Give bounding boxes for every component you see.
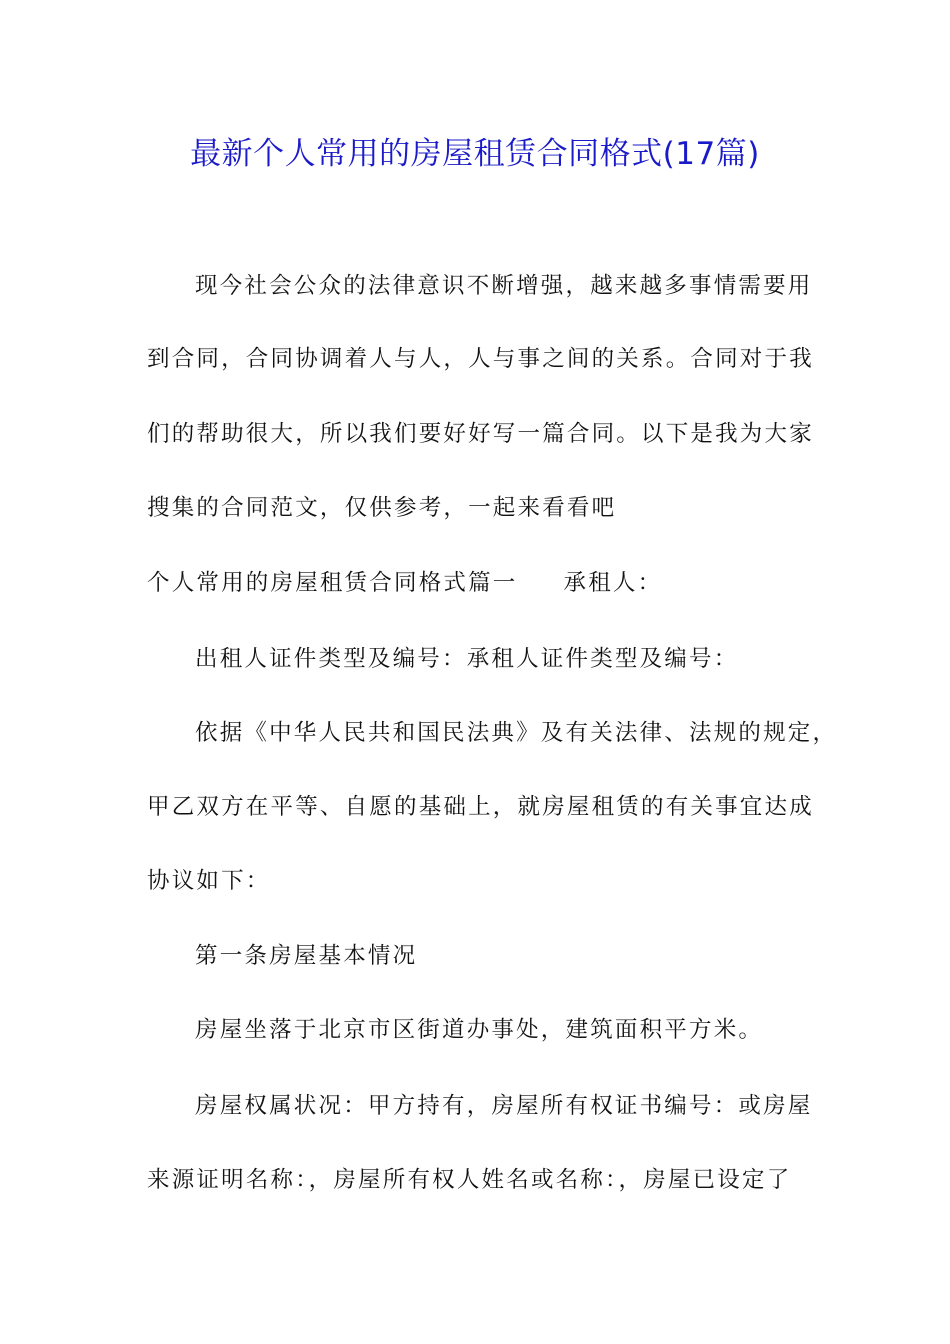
section-heading: 个人常用的房屋租赁合同格式篇一: [147, 570, 518, 596]
paragraph-line-4: 搜集的合同范文，仅供参考，一起来看看吧: [147, 495, 617, 521]
paragraph-line-7: 甲乙双方在平等、自愿的基础上，就房屋租赁的有关事宜达成: [147, 794, 814, 820]
paragraph-line-2: 到合同，合同协调着人与人，人与事之间的关系。合同对于我: [147, 346, 814, 372]
paragraph-line-11: 房屋权属状况：甲方持有，房屋所有权证书编号：或房屋: [195, 1093, 813, 1119]
paragraph-line-5: 出租人证件类型及编号：承租人证件类型及编号：: [195, 646, 739, 672]
paragraph-line-8: 协议如下：: [147, 868, 271, 894]
section-heading-tail: 承租人：: [563, 570, 663, 596]
document-title: 最新个人常用的房屋租赁合同格式(17篇): [190, 136, 760, 172]
paragraph-line-1: 现今社会公众的法律意识不断增强，越来越多事情需要用: [195, 273, 813, 299]
paragraph-line-12: 来源证明名称：，房屋所有权人姓名或名称：，房屋已设定了: [147, 1167, 792, 1193]
section-heading-line: [147, 567, 817, 599]
paragraph-line-9: 第一条房屋基本情况: [195, 943, 418, 969]
paragraph-line-6: 依据《中华人民共和国民法典》及有关法律、法规的规定，: [195, 720, 838, 746]
paragraph-line-10: 房屋坐落于北京市区街道办事处，建筑面积平方米。: [195, 1017, 764, 1043]
paragraph-line-3: 们的帮助很大，所以我们要好好写一篇合同。以下是我为大家: [147, 421, 814, 447]
